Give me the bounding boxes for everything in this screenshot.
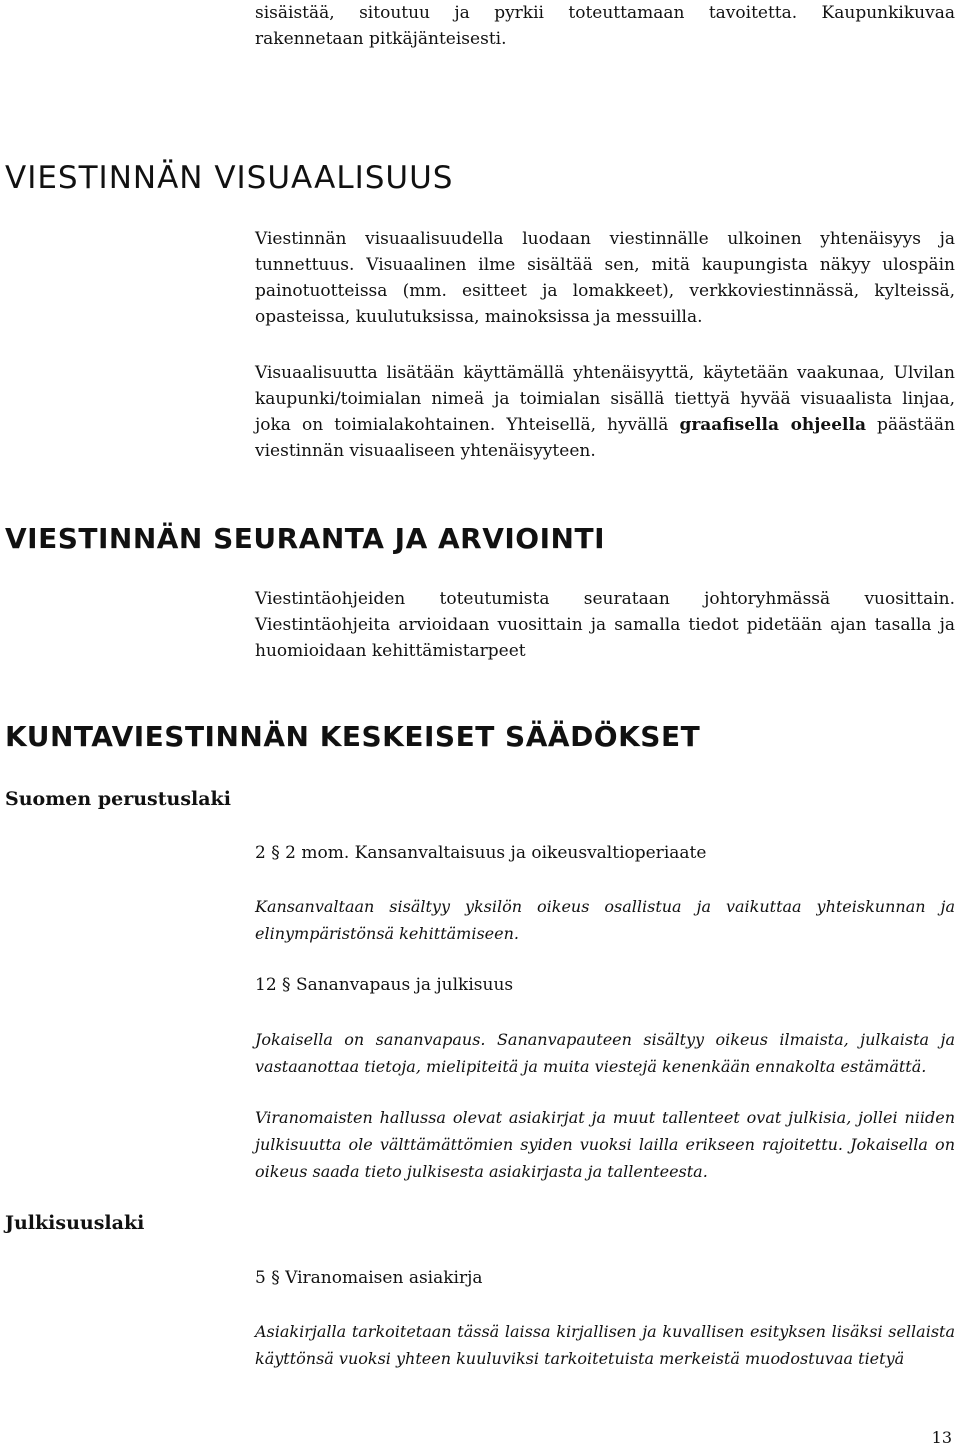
constitution-section-12-title: 12 § Sananvapaus ja julkisuus bbox=[255, 975, 514, 995]
graphic-guideline-term: graafisella ohjeella bbox=[679, 415, 866, 435]
visual-paragraph-1 bbox=[255, 226, 955, 330]
section-heading-evaluation: VIESTINNÄN SEURANTA JA ARVIOINTI bbox=[5, 522, 605, 555]
visual-paragraph-2 bbox=[255, 360, 955, 464]
visual-text-1: Viestinnän visuaalisuudella luodaan viestinnälle ulkoinen yhtenäisyys ja tunnettuus. Visuaalinen ilme sisältää sen, mitä kaupungista näkyy ulospäin painotuotteissa (mm. esitteet ja lomakkeet), verkkoviestinnässä, kylteissä, opasteissa, kuulutuksissa, mainoksissa ja messuilla. bbox=[255, 229, 955, 327]
evaluation-paragraph bbox=[255, 586, 955, 664]
constitution-section-12-text-1: Jokaisella on sananvapaus. Sananvapauteen sisältyy oikeus ilmaista, julkaista ja vastaanottaa tietoja, mielipiteitä ja muita viestejä kenenkään ennakolta estämättä. bbox=[255, 1030, 955, 1076]
visual-text-2-end: päästään viestinnän visuaaliseen yhtenäisyyteen. bbox=[255, 415, 955, 461]
intro-paragraph bbox=[255, 0, 955, 52]
page-number: 13 bbox=[931, 1428, 952, 1447]
evaluation-text: Viestintäohjeiden toteutumista seurataan johtoryhmässä vuosittain. Viestintäohjeita arvioidaan vuosittain ja samalla tiedot pidetään ajan tasalla ja huomioidaan kehittämistarpeet bbox=[255, 589, 955, 661]
constitution-section-2-title: 2 § 2 mom. Kansanvaltaisuus ja oikeusvaltioperiaate bbox=[255, 843, 707, 863]
visual-text-2 bbox=[255, 360, 955, 464]
section-heading-visual: VIESTINNÄN VISUAALISUUS bbox=[5, 160, 454, 196]
publicity-section-5-text: Asiakirjalla tarkoitetaan tässä laissa kirjallisen ja kuvallisen esityksen lisäksi sellaista käyttönsä vuoksi yhteen kuuluviksi tarkoitetuista merkeistä muodostuvaa tietyä bbox=[255, 1322, 955, 1368]
constitution-section-2-text: Kansanvaltaan sisältyy yksilön oikeus osallistua ja vaikuttaa yhteiskunnan ja elinympäristönsä kehittämiseen. bbox=[255, 897, 955, 943]
label-publicity-act: Julkisuuslaki bbox=[5, 1212, 145, 1234]
visual-text-2-start: Visuaalisuutta lisätään käyttämällä yhtenäisyyttä, käytetään vaakunaa, Ulvilan kaupunki/toimialan nimeä ja toimialan sisällä tiettyä hyvää visuaalista linjaa, joka on toimialakohtainen. Yhteisellä, hyvällä bbox=[255, 363, 955, 435]
label-constitution: Suomen perustuslaki bbox=[5, 788, 231, 810]
constitution-section-12-text-2: Viranomaisten hallussa olevat asiakirjat ja muut tallenteet ovat julkisia, jollei niiden julkisuutta ole välttämättömien syiden vuoksi lailla erikseen rajoitettu. Jokaisella on oikeus saada tieto julkisesta asiakirjasta ja tallenteesta. bbox=[255, 1108, 955, 1181]
section-heading-regulations: KUNTAVIESTINNÄN KESKEISET SÄÄDÖKSET bbox=[5, 720, 701, 753]
publicity-section-5-title: 5 § Viranomaisen asiakirja bbox=[255, 1268, 483, 1288]
intro-text: sisäistää, sitoutuu ja pyrkii toteuttamaan tavoitetta. Kaupunkikuvaa rakennetaan pitkäjänteisesti. bbox=[255, 3, 955, 49]
